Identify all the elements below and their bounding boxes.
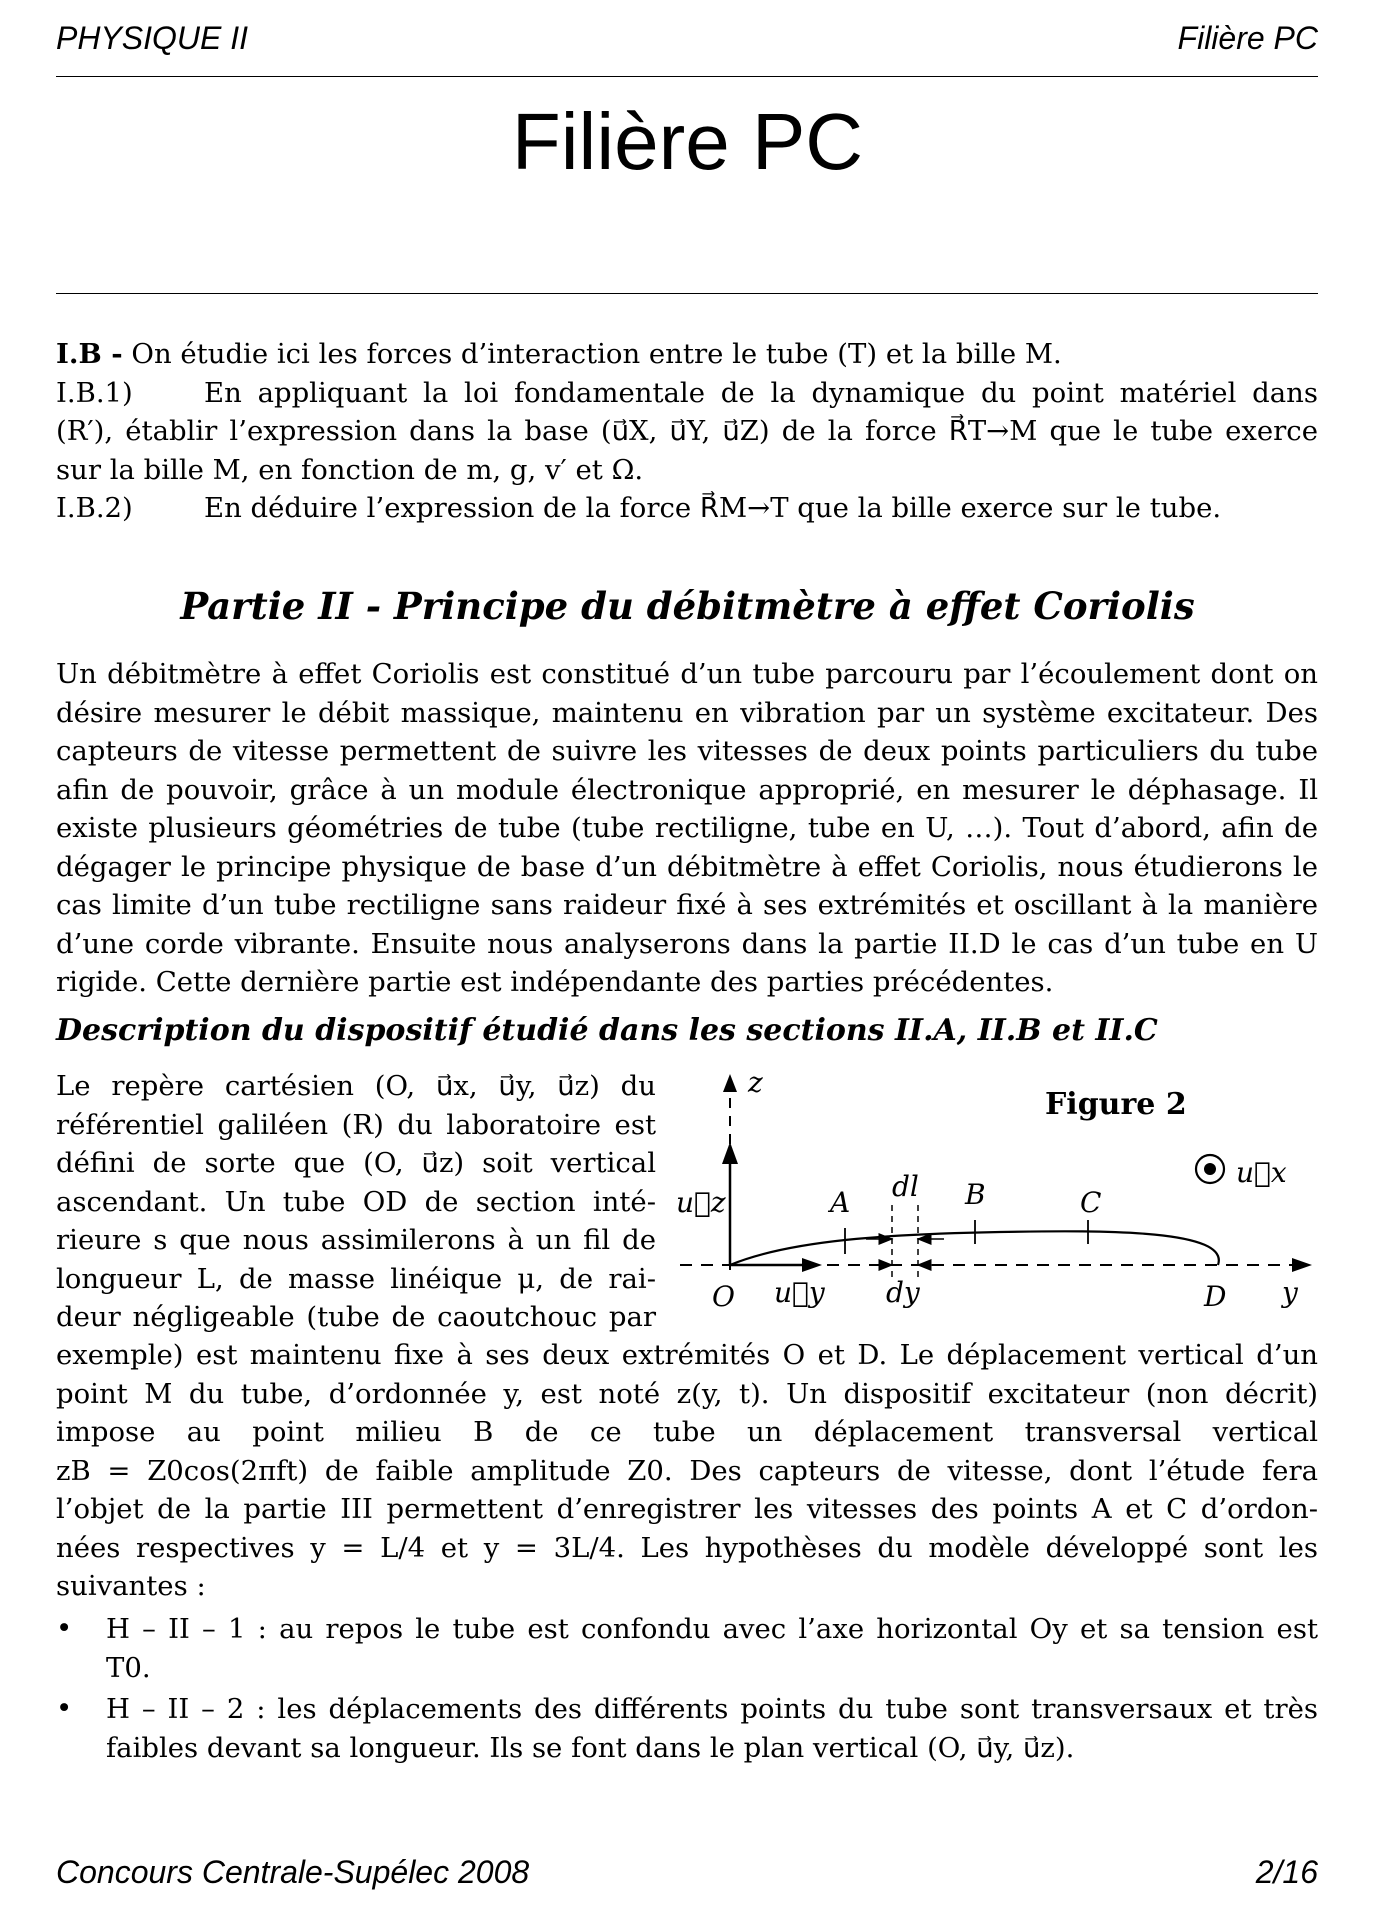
bullet-hii1	[106, 1610, 1318, 1687]
uy-arrowhead	[802, 1258, 822, 1272]
label-o: O	[712, 1280, 735, 1313]
intro-line: d’une corde vibrante. Ensuite nous analyserons dans la partie II.D le cas d’un tube en U	[56, 927, 1318, 960]
bullet-line: faibles devant sa longueur. Ils se font dans le plan vertical (O, u⃗y, u⃗z).	[106, 1731, 1075, 1764]
ib-label: I.B -	[56, 338, 123, 370]
y-axis-arrowhead	[1292, 1258, 1312, 1272]
ib-intro-text: On étudie ici les forces d’interaction entre le tube (T) et la bille M.	[122, 338, 1062, 370]
footer-left: Concours Centrale-Supélec 2008	[56, 1854, 530, 1890]
ib1-line-2: (R′), établir l’expression dans la base (u⃗X, u⃗Y, u⃗Z) de la force R⃗T→M que le tube exerce	[56, 415, 1318, 447]
ib1-label: I.B.1)	[56, 376, 133, 409]
label-d: D	[1204, 1280, 1227, 1313]
section-ib	[56, 335, 1318, 528]
page-title: Filière PC	[511, 97, 864, 186]
intro-line: capteurs de vitesse permettent de suivre les vitesses de deux points particuliers du tube	[56, 735, 1318, 767]
intro-line: désire mesurer le débit massique, maintenu en vibration par un système excitateur. Des	[56, 696, 1318, 729]
ib2-label: I.B.2)	[56, 492, 133, 524]
ib-intro	[56, 335, 1318, 374]
intro-line: Un débitmètre à effet Coriolis est constitué d’un tube parcouru par l’écoulement dont on	[56, 658, 1318, 690]
body-line: impose au point milieu B de ce tube un déplacement transversal vertical	[56, 1416, 1318, 1448]
body-line: suivantes :	[56, 1570, 206, 1602]
label-uz: u⃗z	[676, 1186, 726, 1219]
side-line: défini de sorte que (O, u⃗z) soit vertical	[56, 1147, 656, 1179]
side-line: deur négligeable (tube de caoutchouc par	[56, 1301, 656, 1333]
label-dl: dl	[892, 1170, 919, 1203]
side-text	[56, 1067, 656, 1337]
uz-arrowhead	[722, 1142, 738, 1164]
label-uy: u⃗y	[774, 1276, 825, 1309]
ib2-text: En déduire l’expression de la force R⃗M→T que la bille exerce sur le tube.	[204, 492, 1222, 524]
bullet-symbol: •	[56, 1692, 73, 1724]
figure-2	[670, 1060, 1320, 1330]
bullet-hii2	[106, 1690, 1318, 1767]
side-line: Le repère cartésien (O, u⃗x, u⃗y, u⃗z) du	[56, 1070, 656, 1102]
description-subheading: Description du dispositif étudié dans les sections II.A, II.B et II.C	[56, 1013, 1158, 1048]
side-line: ascendant. Un tube OD de section inté-	[56, 1185, 656, 1218]
label-y: y	[1282, 1276, 1298, 1309]
label-z: z	[748, 1066, 763, 1099]
body-line: exemple) est maintenu fixe à ses deux extrémités O et D. Le déplacement vertical d’un	[56, 1339, 1318, 1371]
label-a: A	[830, 1186, 851, 1219]
header-right: Filière PC	[1177, 20, 1318, 56]
intro-line: cas limite d’un tube rectiligne sans raideur fixé à ses extrémités et oscillant à la manière	[56, 889, 1318, 921]
page-number: 2/16	[1255, 1854, 1318, 1890]
body-line: nées respectives y = L/4 et y = 3L/4. Les hypothèses du modèle développé sont les	[56, 1531, 1318, 1564]
part2-intro	[56, 655, 1318, 1002]
ib2-line	[56, 489, 1318, 528]
part2-heading: Partie II - Principe du débitmètre à effet Coriolis	[180, 584, 1195, 628]
title-rule	[56, 293, 1318, 294]
body-line: point M du tube, d’ordonnée y, est noté z(y, t). Un dispositif excitateur (non décrit)	[56, 1377, 1318, 1410]
label-ux: u⃗x	[1236, 1156, 1287, 1189]
body-line: zB = Z0cos(2πft) de faible amplitude Z0. Des capteurs de vitesse, dont l’étude fera	[56, 1454, 1318, 1487]
label-dy: dy	[886, 1276, 920, 1309]
bullet-line: H – II – 2 : les déplacements des différents points du tube sont transversaux et très	[106, 1693, 1318, 1725]
label-b: B	[965, 1178, 986, 1211]
z-axis-arrowhead	[723, 1074, 737, 1092]
ib1-line-1-text: En appliquant la loi fondamentale de la dynamique du point matériel dans	[204, 376, 1318, 409]
label-c: C	[1080, 1186, 1102, 1219]
ux-dot-icon	[1204, 1163, 1216, 1175]
side-line: rieure s que nous assimilerons à un fil de	[56, 1224, 656, 1256]
bullet-line: H – II – 1 : au repos le tube est confondu avec l’axe horizontal Oy et sa tension est	[106, 1613, 1318, 1645]
header-left: PHYSIQUE II	[56, 20, 249, 56]
intro-line: dégager le principe physique de base d’un débitmètre à effet Coriolis, nous étudierons le	[56, 850, 1318, 883]
side-line: longueur L, de masse linéique μ, de rai-	[56, 1262, 656, 1295]
intro-line: existe plusieurs géométries de tube (tube rectiligne, tube en U, …). Tout d’abord, afin de	[56, 812, 1318, 844]
bullet-symbol: •	[56, 1612, 73, 1644]
intro-line: rigide. Cette dernière partie est indépendante des parties précédentes.	[56, 966, 1054, 998]
header-rule	[56, 76, 1318, 77]
body-text	[56, 1336, 1318, 1606]
intro-line: afin de pouvoir, grâce à un module électronique approprié, en mesurer le déphasage. Il	[56, 773, 1318, 806]
side-line: référentiel galiléen (R) du laboratoire est	[56, 1108, 656, 1141]
ib1-line-3: sur la bille M, en fonction de m, g, v′ et Ω.	[56, 453, 644, 486]
figure-title: Figure 2	[1045, 1087, 1187, 1122]
body-line: l’objet de la partie III permettent d’enregistrer les vitesses des points A et C d’ordon-	[56, 1493, 1318, 1525]
ib1-line-1	[56, 374, 1318, 413]
bullet-line: T0.	[106, 1651, 151, 1684]
